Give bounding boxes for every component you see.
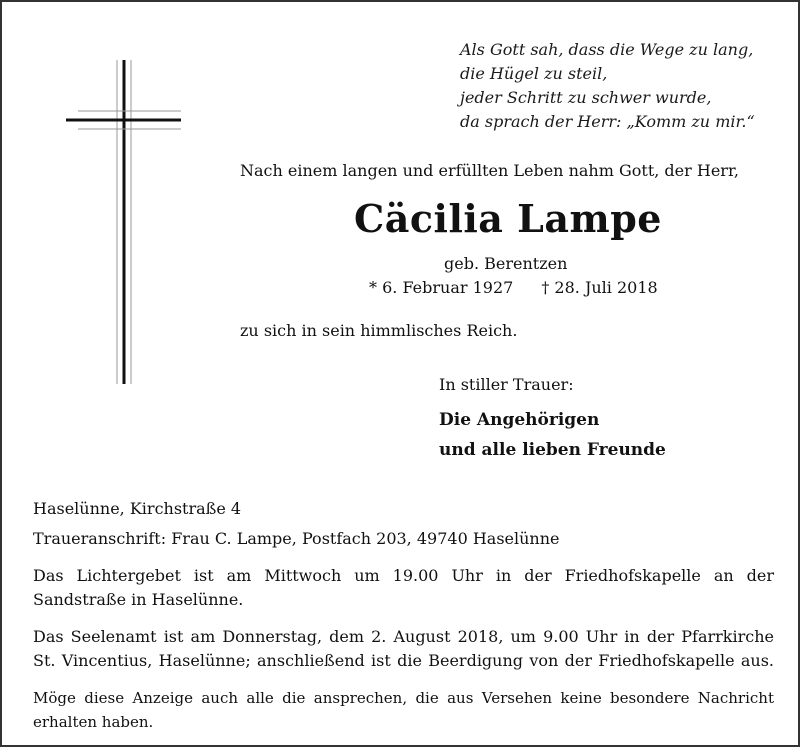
poem-line: jeder Schritt zu schwer wurde,	[460, 88, 712, 107]
mourning-intro: In stiller Trauer:	[439, 375, 574, 394]
prayer-line: Das Lichtergebet ist am Mittwoch um 19.00 Uhr in der Friedhofskapelle an der	[33, 566, 774, 585]
mourners-line: und alle lieben Freunde	[439, 440, 666, 460]
mass-line: Das Seelenamt ist am Donnerstag, dem 2. August 2018, um 9.00 Uhr in der Pfarrkirche	[33, 627, 774, 646]
note-notice	[33, 686, 774, 734]
mourners	[439, 405, 666, 465]
poem	[460, 38, 755, 134]
cross-icon	[64, 58, 184, 388]
poem-line: Als Gott sah, dass die Wege zu lang,	[460, 40, 754, 59]
death-date: † 28. Juli 2018	[541, 278, 658, 297]
closing-text: zu sich in sein himmlisches Reich.	[240, 321, 518, 340]
prayer-notice	[33, 564, 774, 612]
note-line: Möge diese Anzeige auch alle die ansprechen, die aus Versehen keine besondere Nachricht	[33, 689, 774, 707]
deceased-name: Cäcilia Lampe	[354, 196, 662, 241]
home-address: Haselünne, Kirchstraße 4	[33, 499, 242, 518]
mourners-line: Die Angehörigen	[439, 410, 600, 430]
mourning-address: Traueranschrift: Frau C. Lampe, Postfach 203, 49740 Haselünne	[33, 529, 560, 548]
birth-date: * 6. Februar 1927	[369, 278, 514, 297]
born-name: geb. Berentzen	[444, 254, 568, 273]
mass-line: St. Vincentius, Haselünne; anschließend ist die Beerdigung von der Friedhofskapelle aus.	[33, 651, 774, 670]
poem-line: die Hügel zu steil,	[460, 64, 608, 83]
note-line: erhalten haben.	[33, 713, 154, 731]
life-dates	[369, 278, 658, 297]
prayer-line: Sandstraße in Haselünne.	[33, 590, 244, 609]
intro-text: Nach einem langen und erfüllten Leben nahm Gott, der Herr,	[240, 161, 739, 180]
poem-line: da sprach der Herr: „Komm zu mir.“	[460, 112, 755, 131]
mass-notice	[33, 625, 774, 673]
